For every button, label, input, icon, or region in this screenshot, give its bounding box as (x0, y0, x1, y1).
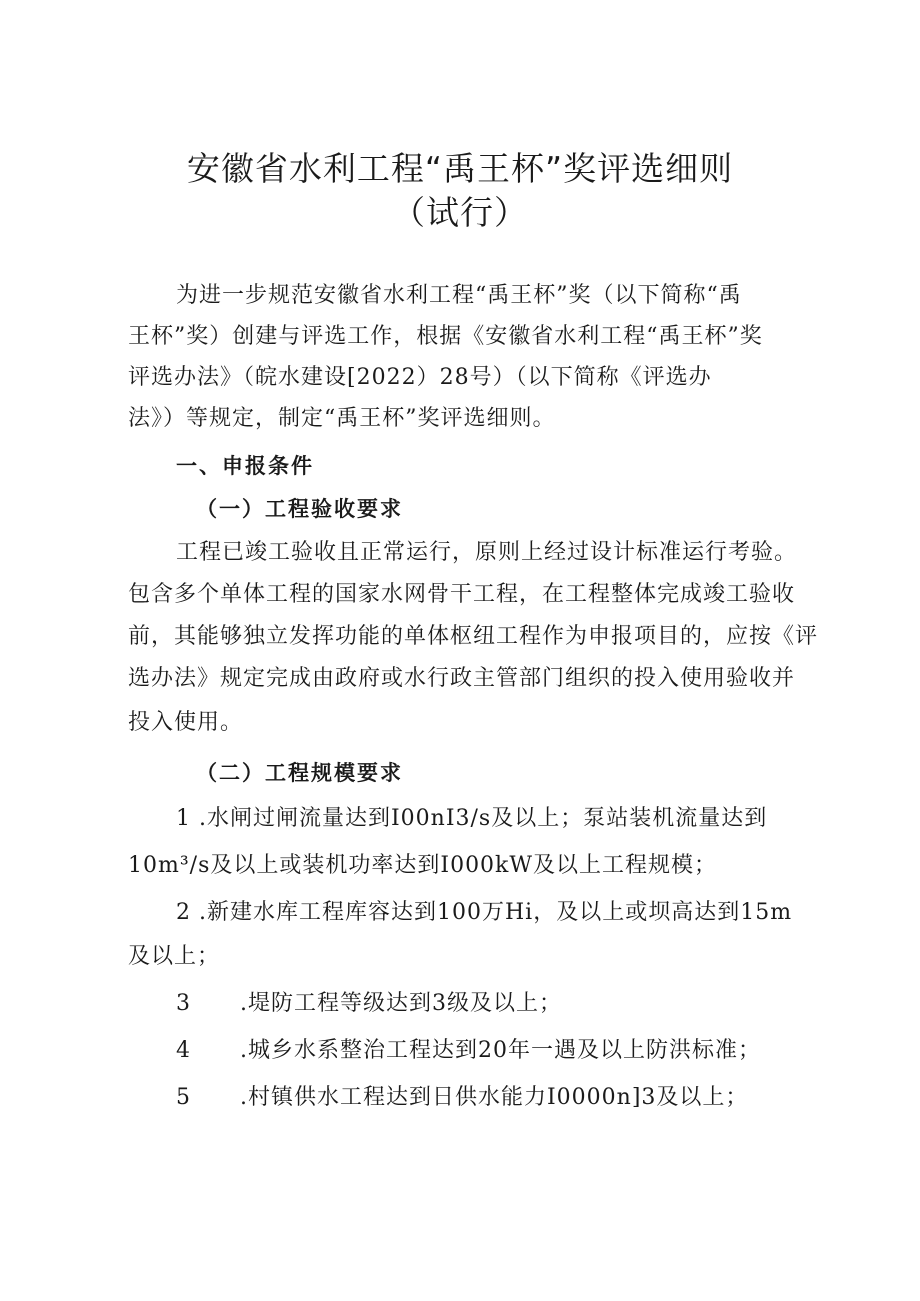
scale-item-4-number: 4 (176, 1038, 190, 1063)
intro-line-1: 为进一步规范安徽省水利工程“禹王杯”奖（以下简称“禹 (176, 283, 742, 308)
intro-line-2: 王杯”奖）创建与评选工作，根据《安徽省水利工程“禹王杯”奖 (128, 324, 763, 349)
subsection-heading-scale: （二）工程规模要求 (196, 761, 403, 785)
document-title: 安徽省水利工程“禹王杯”奖评选细则 (186, 149, 734, 188)
scale-item-3-number: 3 (176, 991, 190, 1016)
section-heading-application-conditions: 一、申报条件 (176, 454, 314, 478)
acceptance-line-5: 投入使用。 (128, 710, 244, 735)
acceptance-line-3: 前，其能够独立发挥功能的单体枢纽工程作为申报项目的，应按《评 (128, 624, 819, 649)
acceptance-line-2: 包含多个单体工程的国家水网骨干工程，在工程整体完成竣工验收 (128, 582, 796, 607)
acceptance-line-4: 选办法》规定完成由政府或水行政主管部门组织的投入使用验收并 (128, 666, 796, 691)
scale-item-2-line-1: 2 .新建水库工程库容达到100万Hi，及以上或坝高达到15m (176, 900, 793, 925)
document-subtitle: （试行） (392, 193, 528, 232)
scale-item-1-line-2: 10m³/s及以上或装机功率达到I000kW及以上工程规模； (128, 853, 718, 878)
scale-item-1-line-1: 1 .水闸过闸流量达到I00nI3/s及以上；泵站装机流量达到 (176, 806, 768, 831)
intro-line-3: 评选办法》（皖水建设[2022）28号）（以下简称《评选办 (128, 365, 712, 390)
scale-item-3-text: .堤防工程等级达到3级及以上； (240, 991, 562, 1016)
intro-line-4: 法》）等规定，制定“禹王杯”奖评选细则。 (128, 406, 556, 431)
scale-item-2-line-2: 及以上； (128, 944, 221, 969)
acceptance-line-1: 工程已竣工验收且正常运行，原则上经过设计标准运行考验。 (176, 540, 798, 565)
scale-item-4-text: .城乡水系整治工程达到20年一遇及以上防洪标准； (240, 1038, 761, 1063)
scale-item-5-text: .村镇供水工程达到日供水能力I0000n]3及以上； (240, 1085, 749, 1110)
subsection-heading-acceptance: （一）工程验收要求 (196, 497, 403, 521)
scale-item-5-number: 5 (176, 1085, 190, 1110)
